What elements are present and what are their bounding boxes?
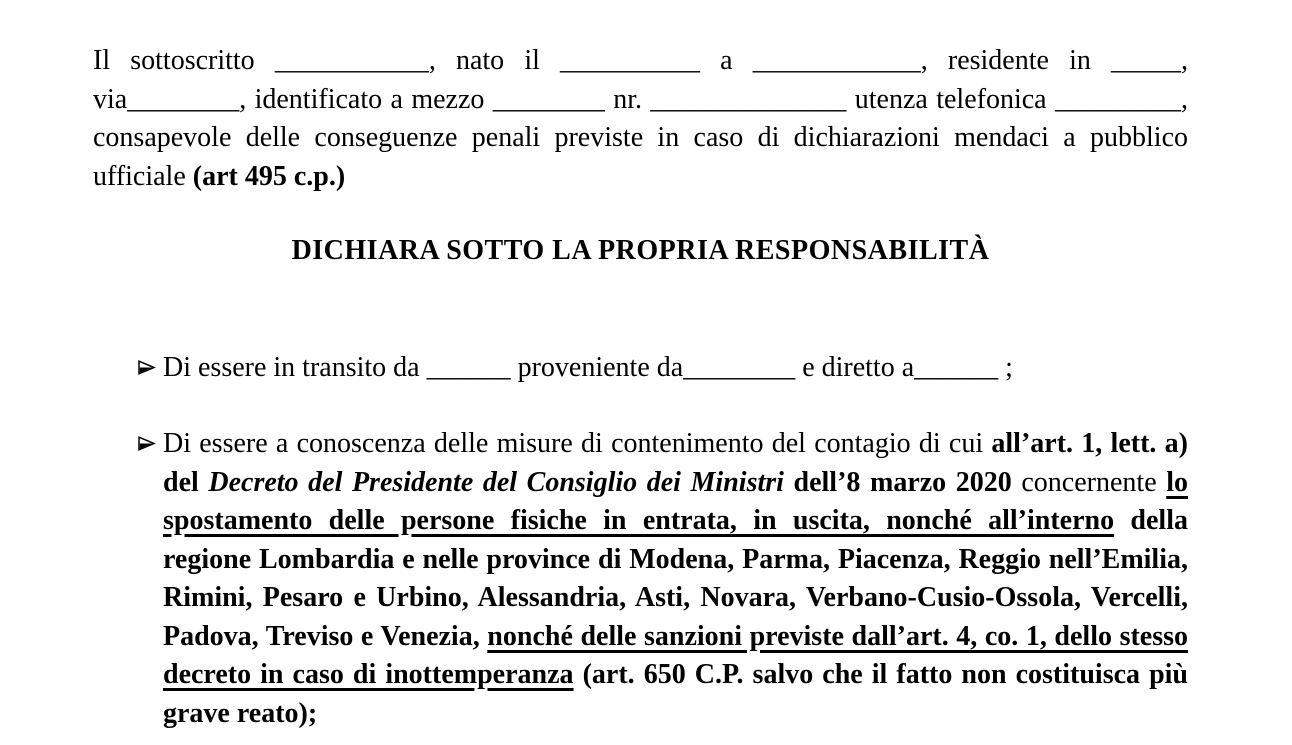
list-item-text: Di essere in transito da ______ proveniente da________ e diretto a______ ; bbox=[163, 351, 1013, 383]
intro-paragraph: Il sottoscritto ___________, nato il __________ a ____________, residente in _____, via________, identificato a mezzo ________ nr. ______________ utenza telefonica _________, consapevole delle conseguenze penali previste in caso di dichiarazioni mendaci a pubblico ufficiale (art 495 c.p.) bbox=[93, 45, 1188, 192]
three-d-arrowhead-icon bbox=[137, 358, 156, 377]
three-d-arrowhead-icon bbox=[137, 434, 156, 453]
list-item-text: Di essere a conoscenza delle misure di contenimento del contagio di cui all’art. 1, lett. a) del Decreto del Presidente del Consiglio dei Ministri dell’8 marzo 2020 concernente lo spostamento delle persone fisiche in entrata, in uscita, nonché all’interno della regione Lombardia e nelle province di Modena, Parma, Piacenza, Reggio nell’Emilia, Rimini, Pesaro e Urbino, Alessandria, Asti, Novara, Verbano-Cusio-Ossola, Vercelli, Padova, Treviso e Venezia, nonché delle sanzioni previste dall’art. 4, co. 1, dello stesso decreto in caso di inottemperanza (art. 650 C.P. salvo che il fatto non costituisca più grave reato); bbox=[163, 428, 1189, 729]
list-item-decree-awareness bbox=[93, 425, 1188, 733]
declaration-heading: DICHIARA SOTTO LA PROPRIA RESPONSABILITÀ bbox=[291, 235, 990, 266]
declaration-list bbox=[93, 349, 1188, 734]
list-item-transit bbox=[93, 349, 1188, 388]
